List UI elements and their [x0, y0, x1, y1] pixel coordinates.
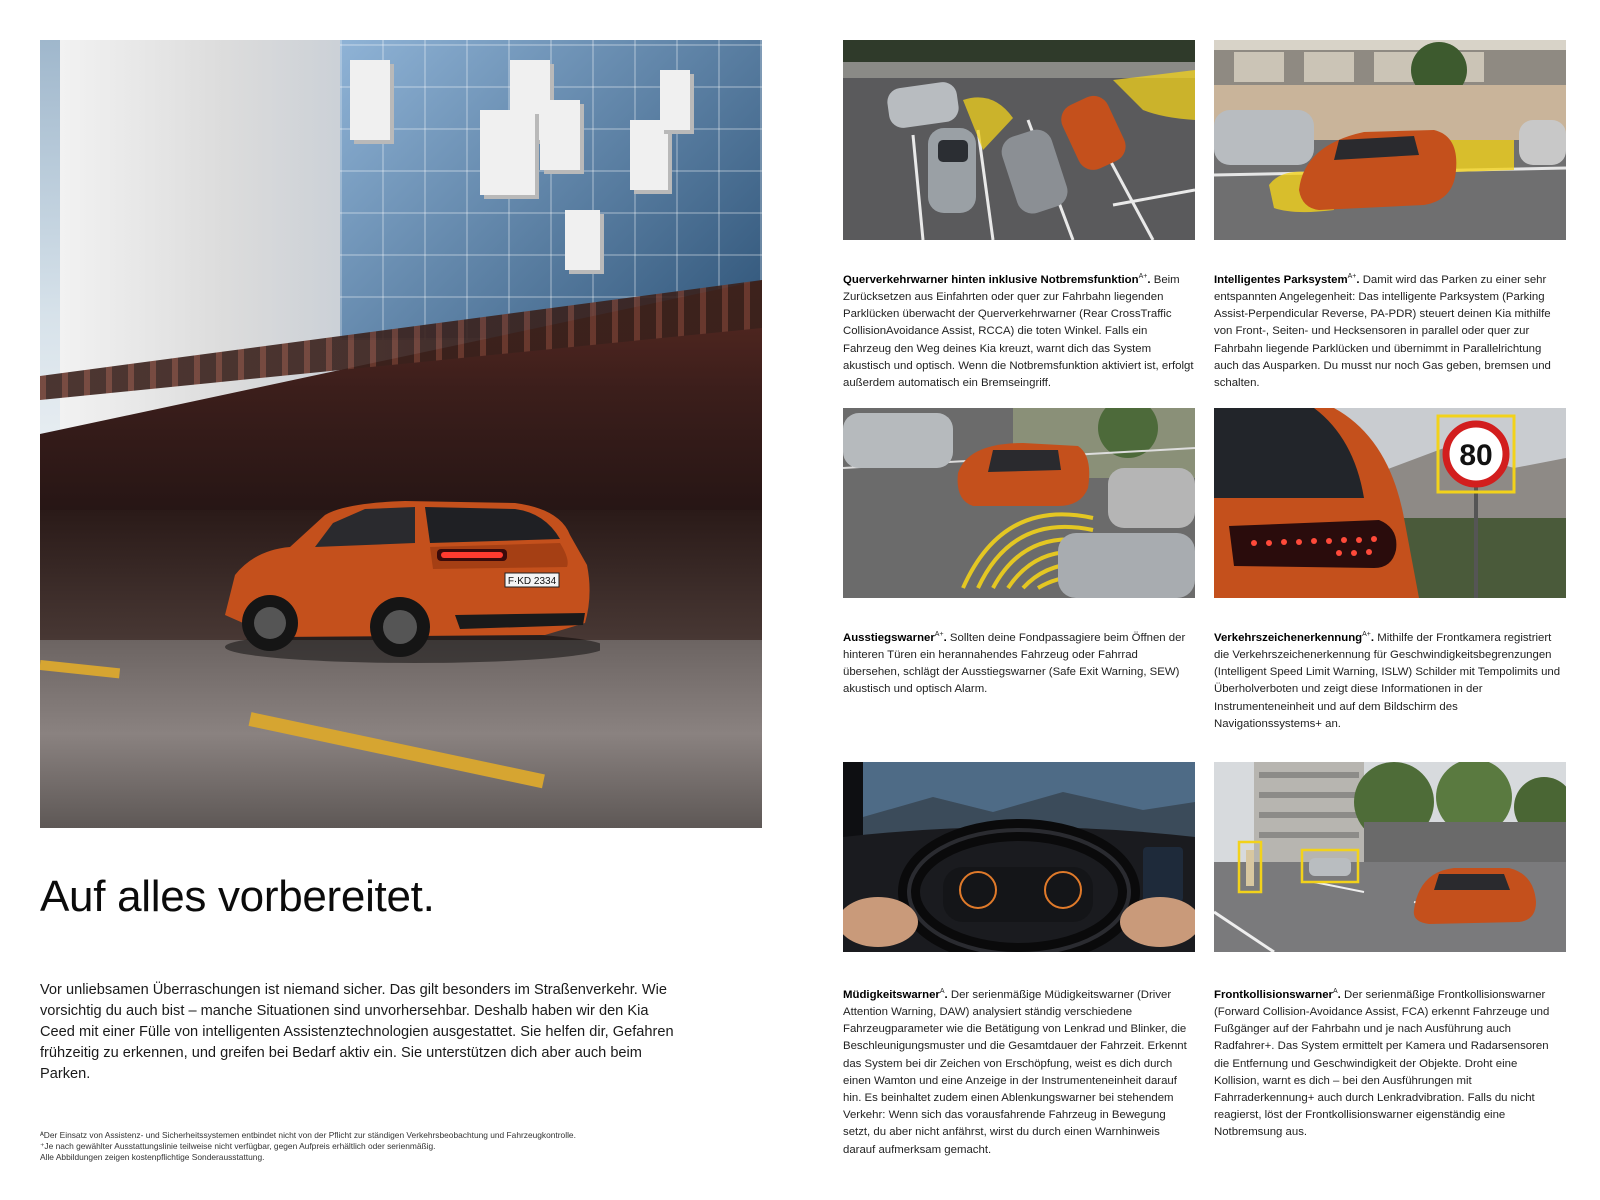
intro-paragraph: Vor unliebsamen Überraschungen ist niemand sicher. Das gilt besonders im Straßenverkehr. Wie vorsichtig du auch bist – manche Situationen sind unvorhersehbar. Deshalb haben wir den Kia Ceed mit einer Fülle von intelligenten Assistenztechnologien ausgestattet. Sie helfen dir, Gefahren frühzeitig zu erkennen, und greifen bei Bedarf aktiv ein. Sie unterstützen dich aber auch beim Parken. — [40, 982, 674, 1082]
speed-sign-text: 80 — [1459, 439, 1493, 472]
feature-mark: A+ — [1362, 631, 1371, 638]
parking-assist-photo — [1214, 40, 1566, 240]
feature-title: Frontkollisionswarner — [1214, 988, 1333, 1001]
feature-text: Der serienmäßige Müdigkeitswarner (Driver Attention Warning, DAW) analysiert ständig verschiedene Fahrzeugparameter wie die Betätigung von Lenkrad und Blinker, die Beschleunigungsmuster und die Gesamtdauer der Fahrzeit. Erkennt das System bei dir Zeichen von Erschöpfung, weist es dich durch einen Wamton und eine Anzeige in der Instrumenteneinheit darauf hin. Es beinhaltet zudem einen Ablenkungswarner bei stehendem Verkehr: Wenn sich das vorausfahrende Fahrzeug in Bewegung setzt, du aber nicht anfährst, wirst du durch einen Warnhinweis darauf aufmerksam gemacht. — [843, 988, 1187, 1156]
feature-mark: A+ — [1138, 273, 1148, 280]
traffic-sign-photo — [1214, 408, 1566, 608]
footnotes — [40, 1130, 740, 1163]
safe-exit-photo — [843, 408, 1195, 608]
footnote: Alle Abbildungen zeigen kostenpflichtige Sonderausstattung. — [40, 1152, 265, 1162]
feature-mark: A — [939, 988, 945, 995]
kia-ceed-car-illustration — [215, 495, 600, 665]
license-plate-text: F·KD 2334 — [507, 576, 557, 587]
feature-driver-attention: Müdigkeitswarner$^A$. Der serienmäßige Müdigkeitswarner (Driver Attention Warning, DAW) analysiert ständig verschiedene Fahrzeugparameter wie die Betätigung von Lenkrad und Blinker, die Beschleunigungsmuster und die Gesamtdauer der Fahrzeit. Erkennt das System bei dir Zeichen von Erschöpfung, weist es dich durch einen Wamton und eine Anzeige in der Instrumenteneinheit darauf hin. Es beinhaltet zudem einen Ablenkungswarner bei stehendem Verkehr: Wenn sich das vorausfahrende Fahrzeug in Bewegung setzt, du aber nicht anfährst, wirst du durch einen Warnhinweis darauf aufmerksam gemacht. — [843, 988, 1187, 1156]
feature-mark: A+ — [1347, 273, 1357, 280]
feature-text: Sollten deine Fondpassagiere beim Öffnen der hinteren Türen ein herannahendes Fahrzeug oder Fahrrad übersehen, schlägt der Ausstiegswarner (Safe Exit Warning, SEW) akustisch und optisch Alarm. — [843, 631, 1186, 696]
footnote: ⁺Je nach gewählter Ausstattungslinie teilweise nicht verfügbar, gegen Aufpreis erhältlich oder serienmäßig. — [40, 1141, 436, 1151]
feature-text: Mithilfe der Frontkamera registriert die Verkehrszeichenerkennung für Geschwindigkeitsbegrenzungen (Intelligent Speed Limit Warning, ISLW) Schilder mit Tempolimits und Überholverboten und zeigt diese Informationen in der Instrumenteneinheit und auf dem Bildschirm des Navigationssystems+ an. — [1214, 631, 1561, 730]
page-title: Auf alles vorbereitet. — [40, 872, 435, 921]
feature-title: Müdigkeitswarner — [843, 988, 940, 1001]
feature-title: Ausstiegswarner — [843, 631, 935, 644]
forward-collision-photo — [1214, 762, 1566, 962]
feature-mark: A+ — [934, 631, 944, 638]
feature-title: Verkehrszeichenerkennung — [1214, 631, 1363, 644]
feature-parking-assist: Intelligentes Parksystem$^{A+}$. Damit wird das Parken zu einer sehr entspannten Angelegenheit: Das intelligente Parksystem (Parking Assist-Perpendicular Reverse, PA-PDR) steuert deinen Kia mithilfe von Front-, Seiten- und Hecksensoren in parallel oder quer zur Fahrbahn liegende Parklücken und übernimmt in Parallelrichtung auch das Ausparken. Du musst nur noch Gas geben, bremsen und schalten. — [1214, 273, 1551, 390]
feature-mark: A — [1333, 988, 1338, 995]
rcca-photo — [843, 40, 1195, 240]
feature-traffic-sign: Verkehrszeichenerkennung$^{A+}$. Mithilfe der Frontkamera registriert die Verkehrszeichenerkennung für Geschwindigkeitsbegrenzungen (Intelligent Speed Limit Warning, ISLW) Schilder mit Tempolimits und Überholverboten und zeigt diese Informationen in der Instrumenteneinheit und auf dem Bildschirm des Navigationssystems+ an. — [1214, 631, 1561, 730]
feature-rcca: Querverkehrwarner hinten inklusive Notbremsfunktion$^{A+}$. Beim Zurücksetzen aus Einfahrten oder quer zur Fahrbahn liegenden Parklücken überwacht der Querverkehrwarner (Rear CrossTraffic CollisionAvoidance Assist, RCCA) die toten Winkel. Falls ein Fahrzeug den Weg deines Kia kreuzt, warnt dich das System akustisch und optisch. Wenn die Notbremsfunktion aktiviert ist, erfolgt außerdem automatisch ein Bremseingriff. — [843, 273, 1194, 390]
hero-photo — [40, 40, 762, 828]
feature-text: Beim Zurücksetzen aus Einfahrten oder quer zur Fahrbahn liegenden Parklücken überwacht der Querverkehrwarner (Rear CrossTraffic CollisionAvoidance Assist, RCCA) die toten Winkel. Falls ein Fahrzeug den Weg deines Kia kreuzt, warnt dich das System akustisch und optisch. Wenn die Notbremsfunktion aktiviert ist, erfolgt außerdem automatisch ein Bremseingriff. — [843, 273, 1194, 390]
driver-attention-photo — [843, 762, 1195, 962]
footnote: ᴬDer Einsatz von Assistenz- und Sicherheitssystemen entbindet nicht von der Pflicht zur ständigen Verkehrsbeobachtung und Fahrzeugkontrolle. — [40, 1130, 576, 1140]
feature-title: Querverkehrwarner hinten inklusive Notbremsfunktion — [843, 273, 1139, 286]
feature-text: Der serienmäßige Frontkollisionswarner (Forward Collision-Avoidance Assist, FCA) erkennt Fahrzeuge und Fußgänger auf der Fahrbahn und je nach Ausführung auch Radfahrer+. Das System ermittelt per Kamera und Radarsensoren die Entfernung und Geschwindigkeit der Objekte. Droht eine Kollision, warnt es dich – bei den Ausführungen mit Fahrraderkennung+ auch durch Lenkradvibration. Falls du nicht reagierst, löst der Frontkollisionswarner eigenständig eine Notbremsung aus. — [1214, 988, 1550, 1139]
feature-title: Intelligentes Parksystem — [1214, 273, 1348, 286]
feature-safe-exit: Ausstiegswarner$^{A+}$. Sollten deine Fondpassagiere beim Öffnen der hinteren Türen ein herannahendes Fahrzeug oder Fahrrad übersehen, schlägt der Ausstiegswarner (Safe Exit Warning, SEW) akustisch und optisch Alarm. — [843, 631, 1186, 696]
feature-forward-collision: Frontkollisionswarner$^A$. Der serienmäßige Frontkollisionswarner (Forward Collision-Avoidance Assist, FCA) erkennt Fahrzeuge und Fußgänger auf der Fahrbahn und je nach Ausführung auch Radfahrer+. Das System ermittelt per Kamera und Radarsensoren die Entfernung und Geschwindigkeit der Objekte. Droht eine Kollision, warnt es dich – bei den Ausführungen mit Fahrraderkennung+ auch durch Lenkradvibration. Falls du nicht reagierst, löst der Frontkollisionswarner eigenständig eine Notbremsung aus. — [1214, 988, 1550, 1139]
feature-text: Damit wird das Parken zu einer sehr entspannten Angelegenheit: Das intelligente Parksystem (Parking Assist-Perpendicular Reverse, PA-PDR) steuert deinen Kia mithilfe von Front-, Seiten- und Hecksensoren in parallel oder quer zur Fahrbahn liegende Parklücken und übernimmt in Parallelrichtung auch das Ausparken. Du musst nur noch Gas geben, bremsen und schalten. — [1214, 273, 1551, 390]
